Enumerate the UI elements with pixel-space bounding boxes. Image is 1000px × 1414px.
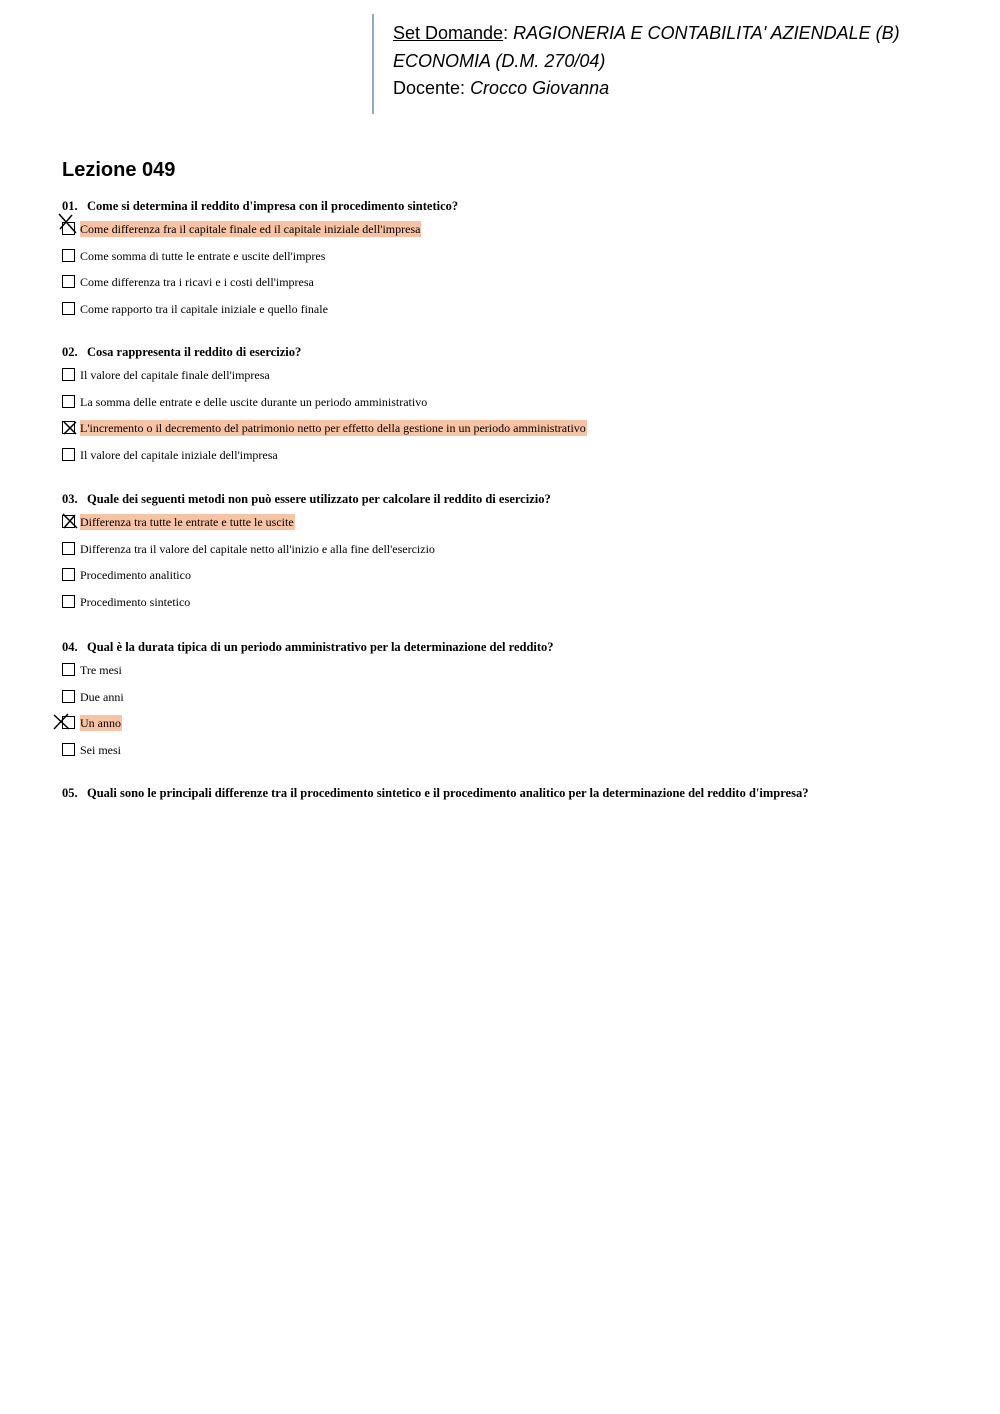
option-label: Il valore del capitale iniziale dell'impresa bbox=[80, 447, 278, 462]
option-2[interactable] bbox=[62, 536, 962, 563]
option-label: Differenza tra tutte le entrate e tutte le uscite bbox=[80, 515, 294, 529]
option-1[interactable] bbox=[62, 362, 962, 389]
course-title-line1: RAGIONERIA E CONTABILITA' AZIENDALE (B) bbox=[513, 23, 900, 43]
checkbox[interactable] bbox=[62, 663, 75, 676]
document-header bbox=[372, 14, 972, 114]
option-label: Il valore del capitale finale dell'impresa bbox=[80, 368, 270, 382]
option-2[interactable] bbox=[62, 684, 962, 711]
question-number: 02. bbox=[62, 345, 78, 359]
option-2[interactable] bbox=[62, 243, 962, 270]
question-text bbox=[62, 637, 962, 657]
question-4 bbox=[62, 637, 962, 763]
question-2 bbox=[62, 342, 962, 468]
option-3[interactable] bbox=[62, 269, 962, 296]
question-text bbox=[62, 196, 962, 216]
lesson-title: Lezione 049 bbox=[62, 159, 176, 181]
question-label: Quali sono le principali differenze tra il procedimento sintetico e il procedimento analitico per la determinazione del reddito d'impresa? bbox=[87, 786, 809, 800]
question-number: 05. bbox=[62, 786, 78, 800]
checkbox[interactable] bbox=[62, 302, 75, 315]
checkbox[interactable] bbox=[62, 743, 75, 756]
teacher-line bbox=[393, 75, 972, 103]
option-label: Un anno bbox=[80, 716, 121, 730]
checkbox[interactable] bbox=[62, 275, 75, 288]
checkbox[interactable] bbox=[62, 448, 75, 461]
checkbox[interactable] bbox=[62, 595, 75, 608]
set-line bbox=[393, 20, 972, 48]
checkbox[interactable] bbox=[62, 421, 75, 434]
set-label: Set Domande bbox=[393, 23, 504, 43]
option-label: Come differenza tra i ricavi e i costi dell'impresa bbox=[80, 275, 314, 289]
option-label: Differenza tra il valore del capitale netto all'inizio e alla fine dell'esercizio bbox=[80, 541, 435, 556]
set-colon: : bbox=[503, 23, 509, 43]
teacher-label: Docente: bbox=[393, 78, 466, 98]
option-label: La somma delle entrate e delle uscite durante un periodo amministrativo bbox=[80, 394, 428, 409]
option-3[interactable] bbox=[62, 562, 962, 589]
checkbox[interactable] bbox=[62, 515, 75, 528]
checkbox[interactable] bbox=[62, 568, 75, 581]
question-number: 01. bbox=[62, 199, 78, 213]
option-1[interactable] bbox=[62, 216, 962, 243]
question-number: 03. bbox=[62, 492, 78, 506]
course-line-2 bbox=[393, 48, 972, 76]
option-label: Procedimento analitico bbox=[80, 568, 191, 582]
question-label: Cosa rappresenta il reddito di esercizio? bbox=[87, 345, 302, 359]
question-5 bbox=[62, 783, 962, 803]
option-3[interactable] bbox=[62, 710, 962, 737]
option-4[interactable] bbox=[62, 296, 962, 323]
question-1 bbox=[62, 196, 962, 322]
option-label: Due anni bbox=[80, 689, 124, 704]
option-label: Come rapporto tra il capitale iniziale e quello finale bbox=[80, 301, 328, 316]
question-number: 04. bbox=[62, 640, 78, 654]
option-label: Tre mesi bbox=[80, 663, 122, 677]
option-label: L'incremento o il decremento del patrimonio netto per effetto della gestione in un periodo amministrativo bbox=[80, 421, 586, 435]
option-4[interactable] bbox=[62, 442, 962, 469]
checkbox[interactable] bbox=[62, 249, 75, 262]
question-text bbox=[62, 489, 962, 509]
option-1[interactable] bbox=[62, 509, 962, 536]
teacher-name: Crocco Giovanna bbox=[470, 78, 610, 98]
option-1[interactable] bbox=[62, 657, 962, 684]
option-4[interactable] bbox=[62, 589, 962, 616]
option-3[interactable] bbox=[62, 415, 962, 442]
option-2[interactable] bbox=[62, 389, 962, 416]
checkbox[interactable] bbox=[62, 368, 75, 381]
option-label: Procedimento sintetico bbox=[80, 594, 191, 609]
question-label: Quale dei seguenti metodi non può essere utilizzato per calcolare il reddito di esercizio? bbox=[87, 492, 551, 506]
checkbox[interactable] bbox=[62, 542, 75, 555]
option-label: Sei mesi bbox=[80, 742, 121, 757]
checkbox[interactable] bbox=[62, 222, 75, 235]
question-label: Qual è la durata tipica di un periodo amministrativo per la determinazione del reddito? bbox=[87, 640, 554, 654]
option-label: Come somma di tutte le entrate e uscite dell'impres bbox=[80, 248, 326, 263]
question-text bbox=[62, 342, 962, 362]
checkbox[interactable] bbox=[62, 690, 75, 703]
question-text bbox=[62, 783, 962, 803]
option-label: Come differenza fra il capitale finale ed il capitale iniziale dell'impresa bbox=[80, 222, 421, 236]
question-3 bbox=[62, 489, 962, 615]
checkbox[interactable] bbox=[62, 716, 75, 729]
checkbox[interactable] bbox=[62, 395, 75, 408]
question-label: Come si determina il reddito d'impresa con il procedimento sintetico? bbox=[87, 199, 459, 213]
option-4[interactable] bbox=[62, 737, 962, 764]
course-title-line2: ECONOMIA (D.M. 270/04) bbox=[393, 50, 606, 71]
